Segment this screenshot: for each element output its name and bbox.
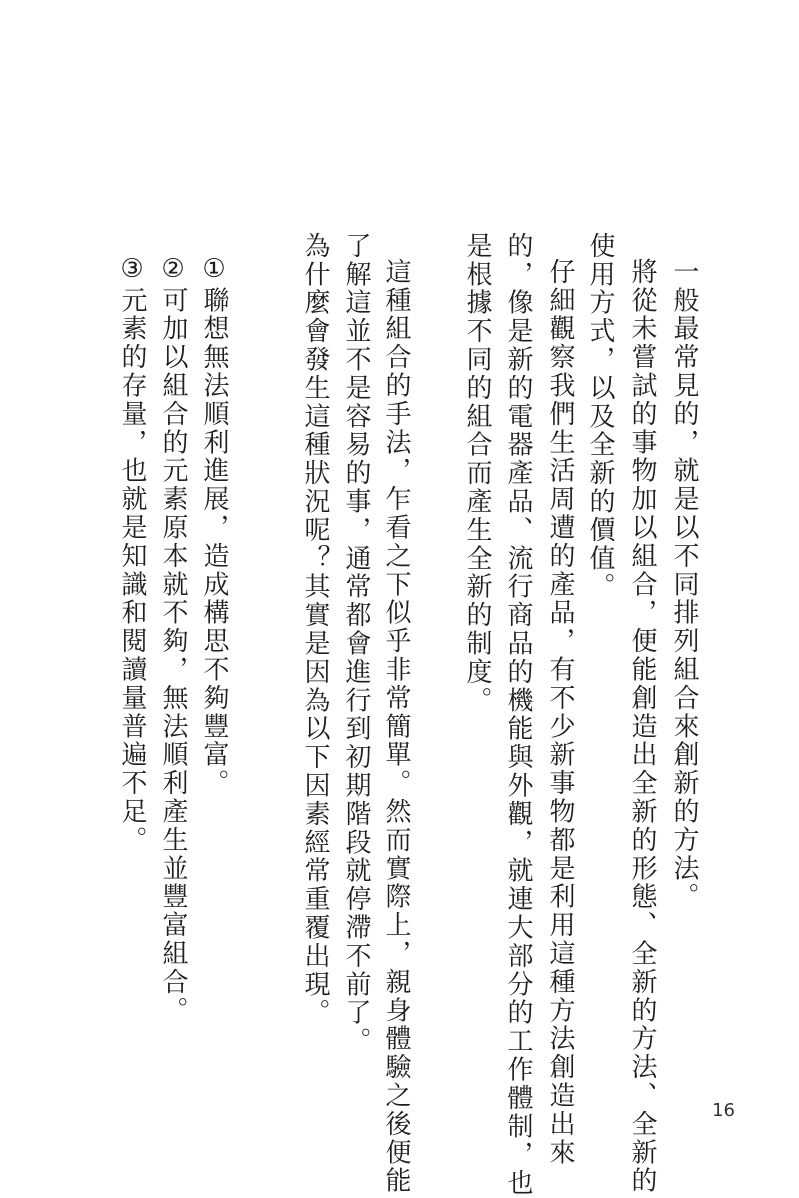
- paragraph-1-line-2: 將從未嘗試的事物加以組合，便能創造出全新的形態、全新的方法、全新的: [627, 258, 657, 1196]
- list-item-3: ③元素的存量，也就是知識和閱讀量普遍不足。: [117, 254, 147, 855]
- paragraph-2-line-1: 仔細觀察我們生活周遭的產品，有不少新事物都是利用這種方法創造出來: [545, 258, 575, 1167]
- paragraph-1-line-1: 一般最常見的，就是以不同排列組合來創新的方法。: [669, 258, 699, 912]
- page-number: 16: [712, 1100, 735, 1121]
- paragraph-3-line-1: 這種組合的手法，乍看之下似乎非常簡單。然而實際上，親身體驗之後便能: [381, 258, 411, 1196]
- list-item-1: ①聯想無法順利進展，造成構思不夠豐富。: [199, 254, 229, 798]
- paragraph-1-line-3: 使用方式，以及全新的價值。: [585, 232, 615, 602]
- paragraph-3-line-3: 為什麼會發生這種狀況呢？其實是因為以下因素經常重覆出現。: [300, 232, 330, 1028]
- list-item-2: ②可加以組合的元素原本就不夠，無法順利產生並豐富組合。: [158, 254, 188, 1025]
- paragraph-2-line-2: 的，像是新的電器產品、流行商品的機能與外觀，就連大部分的工作體制，也: [503, 232, 533, 1198]
- paragraph-2-line-3: 是根據不同的組合而產生全新的制度。: [462, 232, 492, 715]
- paragraph-3-line-2: 了解這並不是容易的事，通常都會進行到初期階段就停滯不前了。: [341, 232, 371, 1056]
